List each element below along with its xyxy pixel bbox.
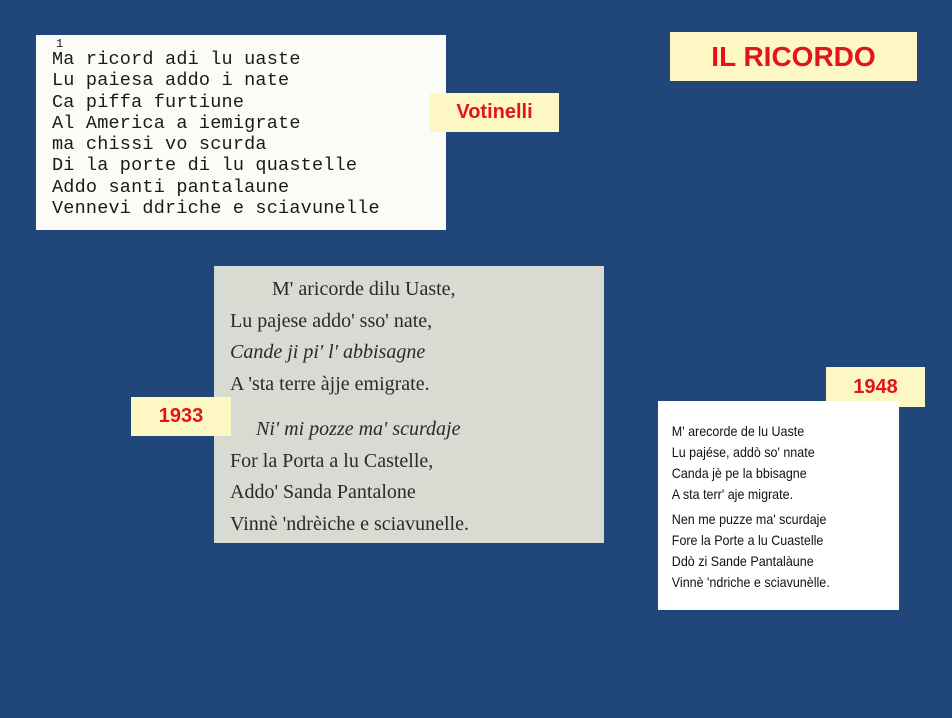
poem-line: A 'sta terre àjje emigrate.: [230, 372, 430, 395]
poem-line: Lu pajése, addò so' nnate: [671, 445, 815, 460]
poem-line: [230, 414, 604, 446]
poem-line: Vennevi ddriche e sciavunelle: [52, 198, 380, 220]
poem-line: Ddò zi Sande Pantalàune: [671, 554, 814, 569]
typewritten-poem-card: [36, 35, 446, 230]
poem-line: Ca piffa furtiune: [52, 91, 245, 113]
poem-line: Lu paiesa addo i nate: [52, 70, 290, 92]
poem-line: Cande ji pi' l' abbisagne: [230, 341, 426, 363]
poem-line: M' arecorde de lu Uaste: [671, 424, 805, 439]
poem-line: Di la porte di lu quastelle: [52, 155, 358, 177]
poem-line: Vinnè 'ndrèiche e sciavunelle.: [230, 512, 469, 535]
poem-line-text: Ni' mi pozze ma' scurdaje: [256, 418, 461, 440]
poem-line: Al America a iemigrate: [52, 112, 301, 134]
poem-line: Addo' Sanda Pantalone: [230, 481, 416, 503]
poem-line: M' aricorde dilu Uaste,: [272, 278, 456, 300]
poem-line: Vinnè 'ndriche e sciavunèlle.: [671, 575, 830, 590]
poem-line: Ma ricord adi lu uaste: [52, 49, 301, 70]
poem-1948-card: [658, 401, 899, 610]
poem-line: ma chissi vo scurda: [52, 134, 267, 156]
poem-line: A sta terr' aje migrate.: [671, 487, 794, 502]
poem-line: For la Porta a lu Castelle,: [230, 449, 434, 472]
page-number: 1: [56, 37, 64, 51]
poem-1933-card: [214, 266, 604, 543]
page-title: IL RICORDO: [670, 32, 917, 81]
poem-line: Canda jè pe la bbisagne: [671, 466, 807, 481]
votinelli-label: Votinelli: [430, 93, 559, 132]
year-1948-label: 1948: [826, 367, 925, 407]
year-1933-label: 1933: [131, 397, 231, 436]
poem-line: Nen me puzze ma' scurdaje: [671, 512, 827, 527]
poem-line: Lu pajese addo' sso' nate,: [230, 309, 433, 332]
poem-line: Addo santi pantalaune: [52, 176, 290, 198]
poem-line: Fore la Porte a lu Cuastelle: [671, 533, 824, 548]
